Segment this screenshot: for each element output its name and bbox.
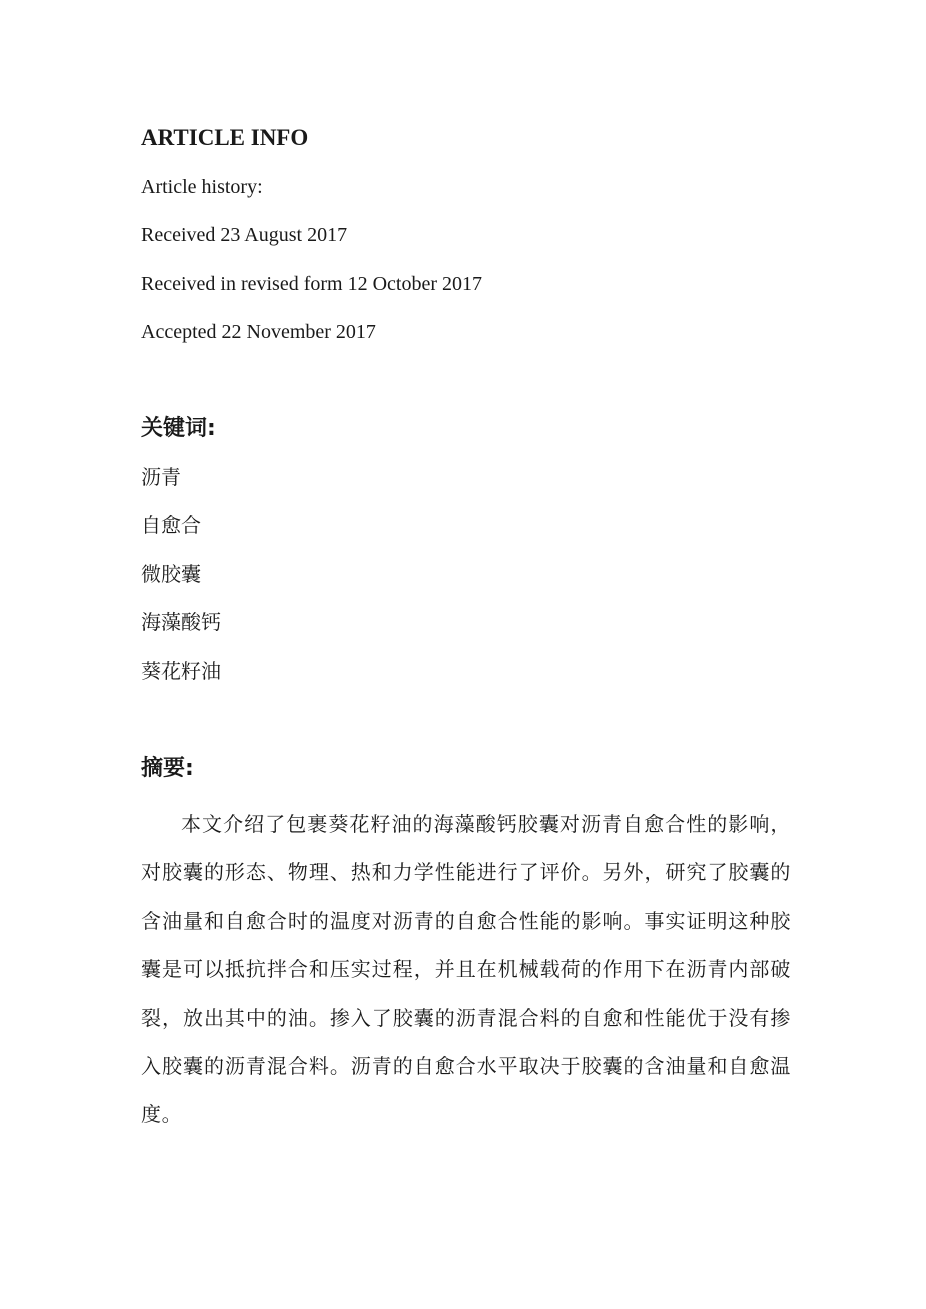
accepted-date: Accepted 22 November 2017 bbox=[141, 321, 376, 343]
keyword-item: 微胶囊 bbox=[141, 562, 201, 586]
abstract-text: 本文介绍了包裹葵花籽油的海藻酸钙胶囊对沥青自愈合性的影响，对胶囊的形态、物理、热和力学性能进行了评价。另外，研究了胶囊的含油量和自愈合时的温度对沥青的自愈合性能的影响。事实证明这种胶囊是可以抵抗拌合和压实过程，并且在机械载荷的作用下在沥青内部破裂，放出其中的油。掺入了胶囊的沥青混合料的自愈和性能优于没有掺入胶囊的沥青混合料。沥青的自愈合水平取决于胶囊的含油量和自愈温度。 bbox=[141, 812, 791, 1127]
keyword-item: 葵花籽油 bbox=[141, 659, 221, 683]
article-history-label: Article history: bbox=[141, 176, 263, 198]
keywords-heading: 关键词: bbox=[141, 416, 216, 441]
article-info-heading: ARTICLE INFO bbox=[141, 125, 309, 150]
revised-date: Received in revised form 12 October 2017 bbox=[141, 273, 483, 295]
received-date: Received 23 August 2017 bbox=[141, 224, 348, 246]
keyword-item: 沥青 bbox=[141, 465, 181, 489]
keyword-item: 自愈合 bbox=[141, 513, 201, 537]
abstract-heading: 摘要: bbox=[141, 756, 194, 781]
keyword-item: 海藻酸钙 bbox=[141, 610, 221, 634]
